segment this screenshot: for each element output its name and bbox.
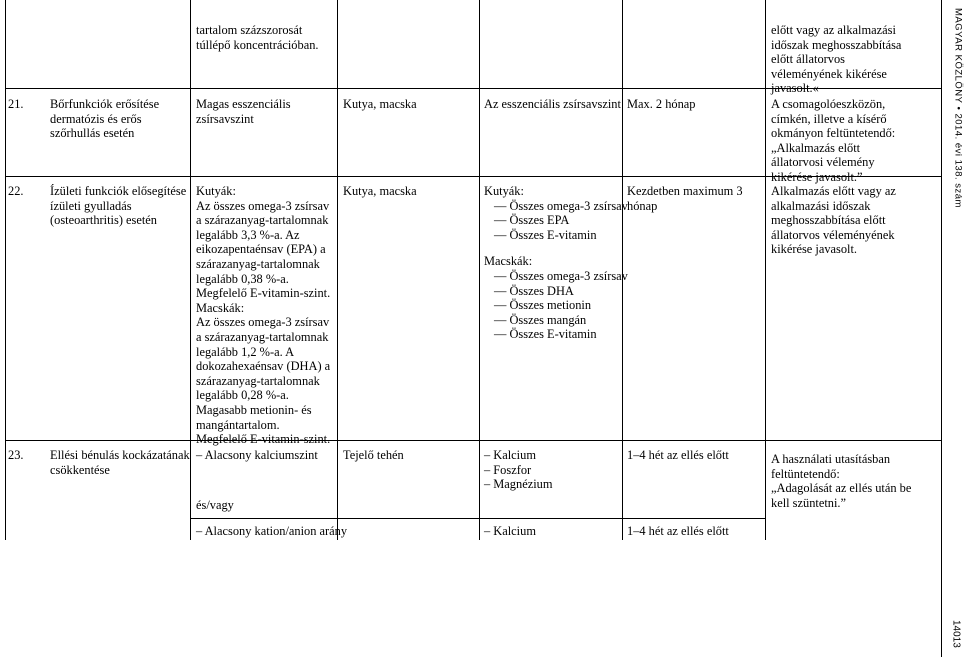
row-22-period: [627, 184, 743, 213]
text-line: A csomagolóeszközön,: [771, 97, 886, 111]
text-line: — Összes DHA: [494, 283, 574, 298]
row-21-species: Kutya, macska: [343, 97, 417, 111]
text-line: állatorvos véleményének: [771, 227, 895, 242]
text-line: véleményének kikérése: [771, 66, 887, 81]
page-number: 14013: [950, 620, 962, 648]
text-line: — Összes E-vitamin: [494, 227, 597, 242]
text-line: időszak meghosszabbítása: [771, 37, 902, 52]
running-header: MAGYAR KÖZLÖNY • 2014. évi 138. szám: [952, 8, 964, 208]
text-line: zsírsavszint: [196, 111, 254, 126]
text-line: — Összes mangán: [494, 312, 587, 327]
row-23-period-b: 1–4 hét az ellés előtt: [627, 524, 729, 538]
text-line: mangántartalom.: [196, 417, 280, 432]
text-line: Ellési bénulás kockázatának: [50, 448, 190, 462]
row-23-labelling-a: [484, 448, 552, 492]
text-line: Az összes omega-3 zsírsav: [196, 315, 330, 330]
row-22-labelling: [484, 184, 628, 342]
row-21-labelling: Az esszenciális zsírsavszint: [484, 97, 621, 111]
row-21-period: Max. 2 hónap: [627, 97, 696, 111]
row-21-purpose: [50, 97, 159, 141]
text-line: kikérése javasolt.: [771, 242, 858, 257]
text-line: javasolt.«: [771, 81, 819, 96]
row-22-number: 22.: [8, 184, 24, 198]
text-line: a szárazanyag-tartalomnak: [196, 329, 329, 344]
row-22-features: [196, 184, 330, 447]
row-divider: [190, 518, 765, 519]
text-line: Macskák:: [196, 300, 245, 315]
row-23-purpose: [50, 448, 190, 477]
text-line: állatorvosi vélemény: [771, 155, 875, 170]
text-line: — Összes metionin: [494, 298, 592, 313]
cell-other-continued: [771, 23, 901, 96]
table-border-left: [5, 0, 6, 540]
row-23-number: 23.: [8, 448, 24, 462]
text-line: — Összes omega-3 zsírsav: [494, 268, 628, 283]
text-line: hónap: [627, 198, 658, 213]
column-divider: [337, 0, 338, 540]
text-line: meghosszabbítása előtt: [771, 213, 886, 228]
row-23-features-or: és/vagy: [196, 498, 234, 512]
text-line: legalább 0,28 %-a.: [196, 388, 289, 403]
row-divider: [5, 440, 941, 441]
row-21-number: 21.: [8, 97, 24, 111]
text-line: Magasabb metionin- és: [196, 402, 312, 417]
text-line: — Összes E-vitamin: [494, 327, 597, 342]
text-line: Kezdetben maximum 3: [627, 184, 743, 198]
text-line: — Összes EPA: [494, 213, 570, 228]
row-23-period-a: 1–4 hét az ellés előtt: [627, 448, 729, 462]
text-line: Magas esszenciális: [196, 97, 291, 111]
text-line: csökkentése: [50, 462, 110, 477]
text-line: Az összes omega-3 zsírsav: [196, 198, 330, 213]
text-line: kikérése javasolt.”: [771, 169, 863, 184]
text-line: Kutyák:: [484, 184, 524, 198]
text-line: Macskák:: [484, 254, 533, 269]
text-line: – Foszfor: [484, 462, 532, 477]
table-border-right: [941, 0, 942, 657]
row-23-features-b: – Alacsony kation/anion arány: [196, 524, 348, 538]
row-23-other: [771, 452, 911, 510]
text-line: a szárazanyag-tartalomnak: [196, 213, 329, 228]
row-22-purpose: [50, 184, 186, 228]
text-line: legalább 3,3 %-a. Az: [196, 227, 300, 242]
text-line: — Összes omega-3 zsírsav: [494, 198, 628, 213]
text-line: Megfelelő E-vitamin-szint.: [196, 432, 331, 447]
text-line: okmányon feltüntetendő:: [771, 126, 896, 141]
text-line: Megfelelő E-vitamin-szint.: [196, 286, 331, 301]
column-divider: [190, 0, 191, 540]
row-23-species: Tejelő tehén: [343, 448, 404, 462]
row-23-features-a: – Alacsony kalciumszint: [196, 448, 318, 462]
text-line: – Kalcium: [484, 448, 536, 462]
text-line: A használati utasításban: [771, 452, 891, 466]
row-23-labelling-b: – Kalcium: [484, 524, 536, 538]
text-line: – Magnézium: [484, 477, 553, 492]
text-line: dermatózis és erős: [50, 111, 142, 126]
row-22-species: Kutya, macska: [343, 184, 417, 198]
text-line: dokozahexaénsav (DHA) a: [196, 359, 331, 374]
row-21-other: [771, 97, 895, 185]
text-line: (osteoarthritis) esetén: [50, 213, 158, 228]
text-line: legalább 1,2 %-a. A: [196, 344, 295, 359]
text-line: Bőrfunkciók erősítése: [50, 97, 160, 111]
text-line: címkén, illetve a kísérő: [771, 111, 887, 126]
text-line: túllépő koncentrációban.: [196, 37, 319, 52]
column-divider: [765, 0, 766, 540]
row-22-other: [771, 184, 896, 257]
text-line: alkalmazási időszak: [771, 198, 871, 213]
text-line: kell szüntetni.”: [771, 495, 847, 510]
text-line: Ízületi funkciók elősegítése: [50, 184, 187, 198]
text-line: előtt vagy az alkalmazási: [771, 23, 896, 37]
text-line: Kutyák:: [196, 184, 236, 198]
text-line: szárazanyag-tartalomnak: [196, 373, 320, 388]
text-line: „Alkalmazás előtt: [771, 140, 861, 155]
text-line: eikozapentaénsav (EPA) a: [196, 242, 326, 257]
row-21-features: [196, 97, 291, 126]
text-line: szárazanyag-tartalomnak: [196, 256, 320, 271]
text-line: előtt állatorvos: [771, 52, 845, 67]
text-line: „Adagolását az ellés után be: [771, 481, 912, 496]
cell-features-continued: [196, 23, 319, 52]
text-line: feltüntetendő:: [771, 466, 840, 481]
text-line: tartalom százszorosát: [196, 23, 303, 37]
text-line: ízületi gyulladás: [50, 198, 132, 213]
text-line: Alkalmazás előtt vagy az: [771, 184, 896, 198]
text-line: legalább 0,38 %-a.: [196, 271, 289, 286]
column-divider: [479, 0, 480, 540]
text-line: szőrhullás esetén: [50, 126, 135, 141]
